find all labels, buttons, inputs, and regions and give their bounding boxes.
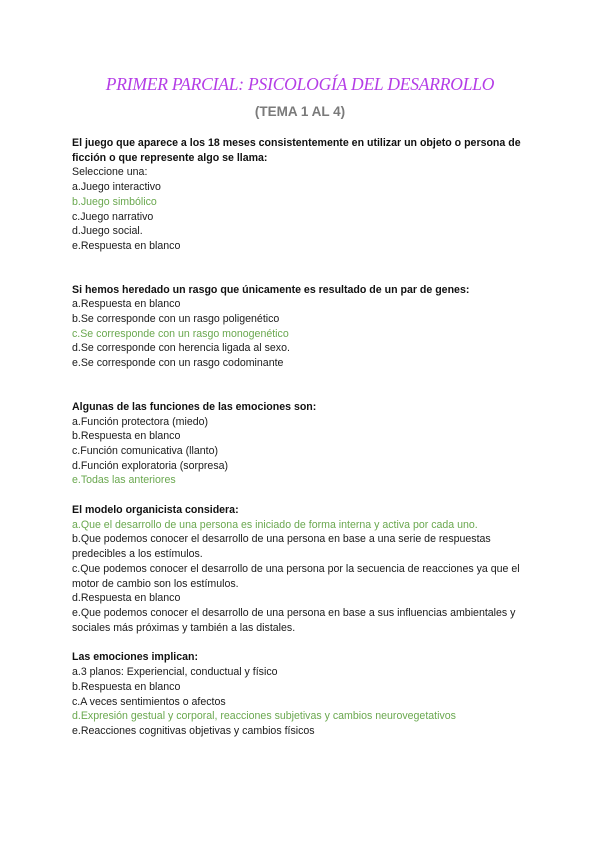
answer-option-d-correct: d.Expresión gestual y corporal, reacciones subjetivas y cambios neurovegetativos (72, 710, 456, 723)
answer-option-a: a.Respuesta en blanco (72, 298, 181, 311)
question-text: El juego que aparece a los 18 meses consistentemente en utilizar un objeto o persona de ficción o que represente algo se llama: (72, 137, 521, 164)
answer-option-c: c.A veces sentimientos o afectos (72, 695, 226, 708)
question-block-5 (72, 650, 542, 738)
answer-option-c: c.Juego narrativo (72, 210, 154, 223)
question-text: Las emociones implican: (72, 651, 198, 664)
answer-option-e: e.Respuesta en blanco (72, 239, 181, 252)
answer-option-b: b.Que podemos conocer el desarrollo de una persona en base a una serie de respuestas predecibles a los estímulos. (72, 533, 491, 561)
answer-option-e: e.Que podemos conocer el desarrollo de una persona en base a sus influencias ambientales y sociales más próximas y también a las distales. (72, 606, 516, 634)
answer-option-a-correct: a.Que el desarrollo de una persona es iniciado de forma interna y activa por cada uno. (72, 518, 478, 531)
answer-option-c-correct: c.Se corresponde con un rasgo monogenético (72, 327, 289, 340)
answer-option-b: b.Respuesta en blanco (72, 430, 181, 443)
answer-option-e: e.Se corresponde con un rasgo codominante (72, 357, 284, 370)
answer-option-b: b.Respuesta en blanco (72, 680, 181, 693)
answer-option-d: d.Se corresponde con herencia ligada al sexo. (72, 342, 290, 355)
answer-option-b: b.Se corresponde con un rasgo poligenético (72, 313, 280, 326)
answer-option-e-correct: e.Todas las anteriores (72, 474, 176, 487)
exam-content (72, 136, 542, 739)
answer-option-a: a.3 planos: Experiencial, conductual y físico (72, 666, 278, 679)
answer-option-a: a.Juego interactivo (72, 181, 161, 194)
answer-option-c: c.Que podemos conocer el desarrollo de una persona por la secuencia de reacciones ya que el motor de cambio son los estímulos. (72, 562, 520, 590)
question-block-2 (72, 283, 542, 371)
question-prompt: Seleccione una: (72, 166, 148, 179)
question-text: Si hemos heredado un rasgo que únicamente es resultado de un par de genes: (72, 283, 470, 296)
page-subtitle: (TEMA 1 AL 4) (254, 104, 346, 119)
answer-option-c: c.Función comunicativa (llanto) (72, 444, 219, 457)
question-text: El modelo organicista considera: (72, 504, 239, 517)
answer-option-a: a.Función protectora (miedo) (72, 415, 209, 428)
question-block-3 (72, 400, 542, 488)
question-block-4 (72, 503, 542, 635)
answer-option-b-correct: b.Juego simbólico (72, 195, 157, 208)
question-block-1 (72, 136, 542, 254)
page-title: PRIMER PARCIAL: PSICOLOGÍA DEL DESARROLLO (105, 74, 495, 94)
answer-option-d: d.Respuesta en blanco (72, 592, 181, 605)
answer-option-d: d.Función exploratoria (sorpresa) (72, 459, 229, 472)
answer-option-e: e.Reacciones cognitivas objetivas y cambios físicos (72, 724, 315, 737)
answer-option-d: d.Juego social. (72, 225, 143, 238)
question-text: Algunas de las funciones de las emociones son: (72, 400, 317, 413)
